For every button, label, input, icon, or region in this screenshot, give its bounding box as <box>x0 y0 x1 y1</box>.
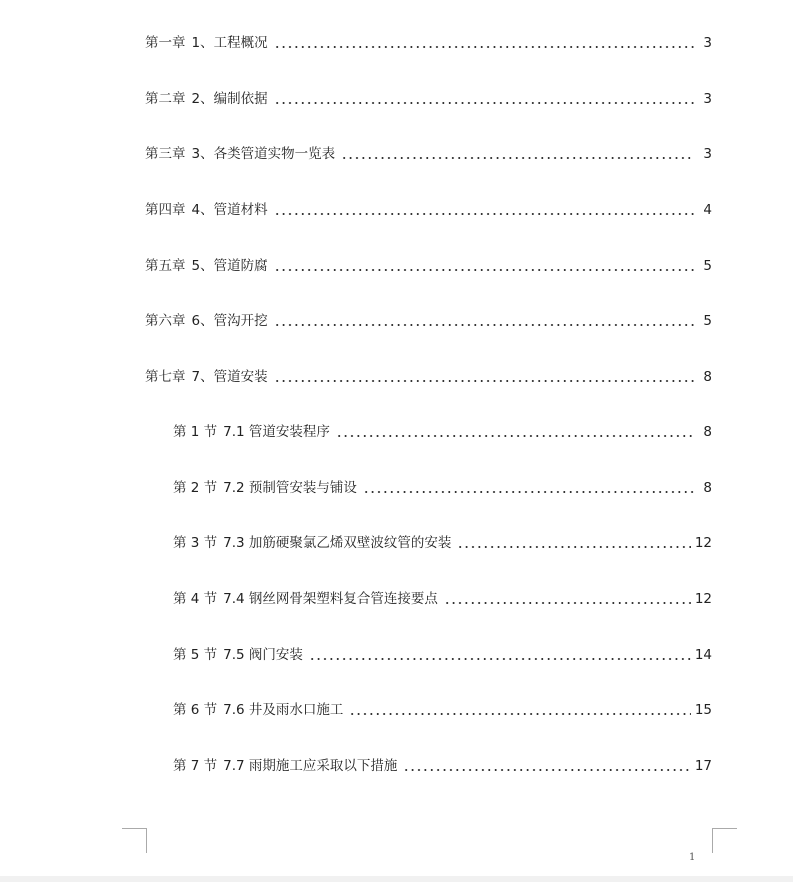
toc-entry-title: 7.1 管道安装程序 <box>223 424 330 440</box>
toc-dot-leader <box>363 491 694 493</box>
toc-dot-leader <box>309 658 691 660</box>
toc-entry-chapter-7[interactable] <box>145 368 712 386</box>
toc-dot-leader <box>403 769 690 771</box>
toc-entry-title: 6、管沟开挖 <box>191 313 268 329</box>
toc-entry-page: 8 <box>703 424 712 440</box>
toc-entry-prefix: 第 5 节 <box>173 647 218 663</box>
toc-entry-title: 7.6 井及雨水口施工 <box>223 702 344 718</box>
toc-entry-prefix: 第六章 <box>145 313 186 329</box>
toc-entry-title: 7.7 雨期施工应采取以下措施 <box>223 758 398 774</box>
toc-entry-chapter-5[interactable] <box>145 257 712 275</box>
toc-entry-page: 15 <box>694 702 712 718</box>
toc-entry-page: 4 <box>703 202 712 218</box>
toc-entry-section-7-7[interactable] <box>173 757 712 775</box>
toc-entry-section-7-1[interactable] <box>173 423 712 441</box>
page-number: 1 <box>689 852 696 863</box>
toc-entry-prefix: 第 6 节 <box>173 702 218 718</box>
toc-entry-prefix: 第一章 <box>145 35 186 51</box>
toc-entry-section-7-6[interactable] <box>173 701 712 719</box>
toc-entry-section-7-2[interactable] <box>173 479 712 497</box>
toc-entry-prefix: 第 7 节 <box>173 758 218 774</box>
toc-entry-chapter-1[interactable] <box>145 34 712 52</box>
toc-entry-section-7-4[interactable] <box>173 590 712 608</box>
toc-dot-leader <box>274 380 694 382</box>
toc-entry-prefix: 第 3 节 <box>173 535 218 551</box>
toc-dot-leader <box>336 435 694 437</box>
toc-entry-page: 12 <box>694 591 712 607</box>
toc-entry-prefix: 第七章 <box>145 369 186 385</box>
page-gap <box>0 876 793 882</box>
crop-mark-bottom-right <box>712 828 737 853</box>
toc-dot-leader <box>274 324 694 326</box>
toc-entry-title: 7.5 阀门安装 <box>223 647 303 663</box>
toc-entry-title: 7.4 钢丝网骨架塑料复合管连接要点 <box>223 591 438 607</box>
crop-mark-bottom-left <box>122 828 147 853</box>
toc-entry-page: 3 <box>703 35 712 51</box>
toc-entry-title: 7.3 加筋硬聚氯乙烯双壁波纹管的安装 <box>223 535 452 551</box>
toc-entry-page: 8 <box>703 480 712 496</box>
toc-entry-page: 12 <box>694 535 712 551</box>
toc-entry-prefix: 第二章 <box>145 91 186 107</box>
toc-dot-leader <box>457 546 690 548</box>
toc-entry-prefix: 第 2 节 <box>173 480 218 496</box>
toc-dot-leader <box>444 602 691 604</box>
toc-entry-page: 3 <box>703 146 712 162</box>
toc-entry-chapter-2[interactable] <box>145 90 712 108</box>
toc-dot-leader <box>274 269 694 271</box>
toc-entry-title: 4、管道材料 <box>191 202 268 218</box>
toc-entry-page: 8 <box>703 369 712 385</box>
toc-entry-section-7-3[interactable] <box>173 534 712 552</box>
toc-entry-title: 2、编制依据 <box>191 91 268 107</box>
toc-entry-page: 14 <box>694 647 712 663</box>
toc-entry-page: 5 <box>703 313 712 329</box>
toc-entry-prefix: 第五章 <box>145 258 186 274</box>
toc-dot-leader <box>341 157 694 159</box>
toc-entry-prefix: 第四章 <box>145 202 186 218</box>
toc-entry-chapter-4[interactable] <box>145 201 712 219</box>
toc-entry-prefix: 第 4 节 <box>173 591 218 607</box>
toc-entry-title: 5、管道防腐 <box>191 258 268 274</box>
toc-dot-leader <box>274 46 694 48</box>
toc-entry-title: 3、各类管道实物一览表 <box>191 146 336 162</box>
toc-dot-leader <box>349 713 690 715</box>
toc-entry-title: 7、管道安装 <box>191 369 268 385</box>
toc-entry-title: 1、工程概况 <box>191 35 268 51</box>
toc-dot-leader <box>274 102 694 104</box>
toc-entry-page: 5 <box>703 258 712 274</box>
toc-entry-page: 3 <box>703 91 712 107</box>
toc-entry-chapter-3[interactable] <box>145 145 712 163</box>
toc-entry-prefix: 第三章 <box>145 146 186 162</box>
toc-dot-leader <box>274 213 694 215</box>
toc-entry-prefix: 第 1 节 <box>173 424 218 440</box>
toc-entry-section-7-5[interactable] <box>173 646 712 664</box>
toc-entry-chapter-6[interactable] <box>145 312 712 330</box>
toc-entry-title: 7.2 预制管安装与铺设 <box>223 480 357 496</box>
toc-entry-page: 17 <box>694 758 712 774</box>
